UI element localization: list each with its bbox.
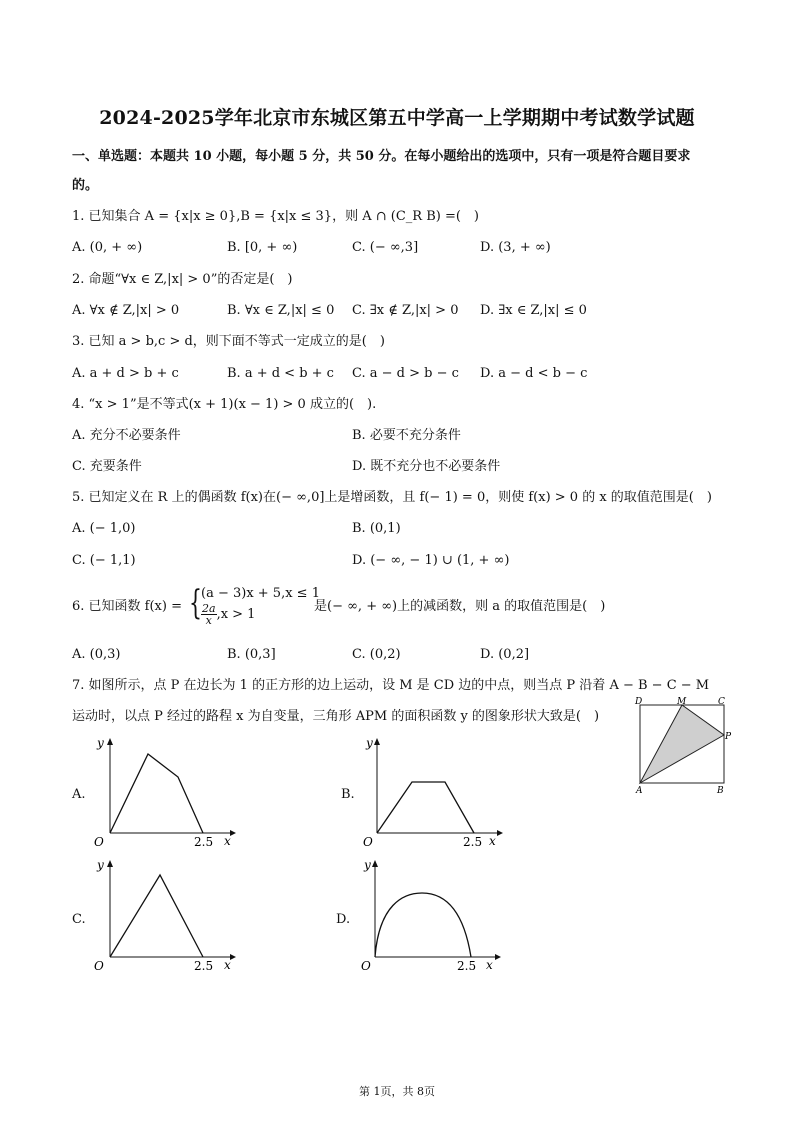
graph-c-origin: O: [94, 959, 104, 973]
graph-b-origin: O: [363, 835, 373, 849]
q1-option-a: A. (0, + ∞): [72, 240, 143, 255]
label-d: D: [635, 697, 643, 707]
graph-d-x-label: x: [486, 958, 493, 972]
graph-d-origin: O: [361, 959, 371, 973]
q1-option-d: D. (3, + ∞): [480, 240, 551, 255]
q6-option-c: C. (0,2): [352, 647, 401, 662]
q6-fraction: [201, 603, 217, 626]
graph-a-y-arrow: [107, 738, 113, 745]
graph-a-y-label: y: [97, 736, 104, 750]
q4-option-a: A. 充分不必要条件: [72, 428, 181, 443]
page-footer: 第 1页，共 8页: [359, 1085, 435, 1098]
graph-d-y-arrow: [372, 860, 378, 867]
q6-fraction-den: x: [205, 614, 212, 627]
square-figure: [632, 692, 732, 796]
graph-c-tick: 2.5: [194, 959, 214, 973]
q6-stem-prefix: 6. 已知函数 f(x) =: [72, 599, 182, 614]
label-c: C: [718, 697, 725, 707]
q2-option-b: B. ∀x ∈ Z,|x| ≤ 0: [227, 303, 335, 318]
q6-option-b: B. (0,3]: [227, 647, 276, 662]
graph-d-option-label: D.: [336, 912, 351, 927]
q6-option-d: D. (0,2]: [480, 647, 530, 662]
q2-stem: 2. 命题“∀x ∈ Z,|x| > 0”的否定是( ): [72, 272, 293, 287]
graph-a-x-label: x: [224, 834, 231, 848]
q2-option-d: D. ∃x ∈ Z,|x| ≤ 0: [480, 303, 587, 318]
graph-b-curve: [377, 782, 474, 833]
q6-stem-suffix: 是(− ∞, + ∞)上的减函数，则 a 的取值范围是( ): [314, 599, 606, 614]
q3-option-b: B. a + d < b + c: [227, 366, 334, 381]
graph-c-curve: [110, 875, 203, 957]
q6-brace: {: [189, 583, 202, 623]
q5-option-c: C. (− 1,1): [72, 553, 136, 568]
label-p: P: [725, 732, 732, 742]
q2-option-c: C. ∃x ∉ Z,|x| > 0: [352, 303, 459, 318]
q4-stem: 4. “x > 1”是不等式(x + 1)(x − 1) > 0 成立的( ).: [72, 397, 377, 412]
graph-b-x-label: x: [489, 834, 496, 848]
graph-c-y-label: y: [97, 858, 104, 872]
label-a: A: [636, 786, 643, 796]
q6-case2: [201, 603, 255, 626]
graph-d-y-label: y: [364, 858, 371, 872]
triangle-apm: [640, 705, 724, 783]
q3-option-d: D. a − d < b − c: [480, 366, 588, 381]
q3-stem: 3. 已知 a > b,c > d，则下面不等式一定成立的是( ): [72, 334, 385, 349]
q5-option-a: A. (− 1,0): [72, 521, 136, 536]
graph-d: [355, 855, 505, 975]
graph-a-curve: [110, 754, 203, 833]
q7-stem-line2: 运动时，以点 P 经过的路程 x 为自变量，三角形 APM 的面积函数 y 的图象形状大致是( ): [72, 709, 600, 724]
graph-c-x-arrow: [230, 954, 236, 960]
q6-case2-tail: ,x > 1: [216, 607, 256, 622]
q4-option-d: D. 既不充分也不必要条件: [352, 459, 501, 474]
section-header-line2: 的。: [72, 178, 99, 193]
graph-d-x-arrow: [495, 954, 501, 960]
graph-c-y-arrow: [107, 860, 113, 867]
q3-option-c: C. a − d > b − c: [352, 366, 459, 381]
graph-a-origin: O: [94, 835, 104, 849]
graph-c-option-label: C.: [72, 912, 86, 927]
graph-a-option-label: A.: [72, 787, 86, 802]
graph-b-x-arrow: [497, 830, 503, 836]
label-b: B: [717, 786, 724, 796]
label-m: M: [677, 697, 687, 707]
graph-b-tick: 2.5: [463, 835, 483, 849]
q4-option-b: B. 必要不充分条件: [352, 428, 461, 443]
graph-a: [90, 733, 240, 853]
q7-stem-line1: 7. 如图所示，点 P 在边长为 1 的正方形的边上运动，设 M 是 CD 边的中点，则当点 P 沿着 A − B − C − M: [72, 678, 710, 693]
q1-option-b: B. [0, + ∞): [227, 240, 298, 255]
q5-option-d: D. (− ∞, − 1) ∪ (1, + ∞): [352, 553, 510, 568]
q6-option-a: A. (0,3): [72, 647, 121, 662]
q2-option-a: A. ∀x ∉ Z,|x| > 0: [72, 303, 180, 318]
graph-c-x-label: x: [224, 958, 231, 972]
graph-b-option-label: B.: [341, 787, 355, 802]
section-header-line1: 一、单选题：本题共 10 小题，每小题 5 分，共 50 分。在每小题给出的选项中，只有一项是符合题目要求: [72, 149, 691, 164]
graph-c: [90, 855, 240, 975]
q3-option-a: A. a + d > b + c: [72, 366, 179, 381]
q6-case1: (a − 3)x + 5,x ≤ 1: [201, 586, 320, 601]
q1-stem: 1. 已知集合 A = {x|x ≥ 0},B = {x|x ≤ 3}，则 A ∩ (C_R B) =( ): [72, 209, 479, 224]
graph-b: [357, 733, 507, 853]
graph-a-tick: 2.5: [194, 835, 214, 849]
q5-option-b: B. (0,1): [352, 521, 401, 536]
graph-d-tick: 2.5: [457, 959, 477, 973]
paper-title: 2024-2025学年北京市东城区第五中学高一上学期期中考试数学试题: [99, 107, 695, 129]
q1-option-c: C. (− ∞,3]: [352, 240, 419, 255]
graph-d-curve: [375, 893, 471, 957]
graph-b-y-label: y: [366, 736, 373, 750]
q6-fraction-num: 2a: [202, 602, 216, 615]
q5-stem: 5. 已知定义在 R 上的偶函数 f(x)在(− ∞,0]上是增函数，且 f(− 1) = 0，则使 f(x) > 0 的 x 的取值范围是( ): [72, 490, 712, 505]
q4-option-c: C. 充要条件: [72, 459, 142, 474]
graph-a-x-arrow: [230, 830, 236, 836]
graph-b-y-arrow: [374, 738, 380, 745]
